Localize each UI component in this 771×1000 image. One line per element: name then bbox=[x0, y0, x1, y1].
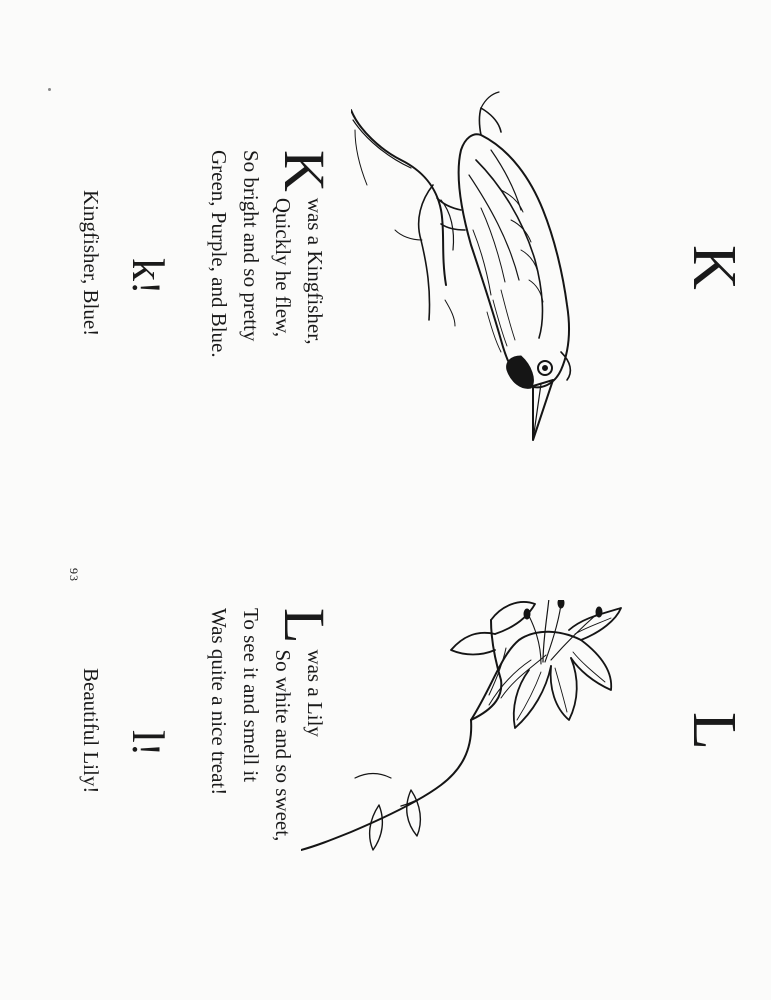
l-verse-line-2: So white and so sweet, bbox=[271, 649, 295, 842]
l-caption: Beautiful Lily! bbox=[79, 668, 103, 794]
k-caption: Kingfisher, Blue! bbox=[79, 190, 103, 337]
small-letter-k-bang: ! bbox=[124, 281, 169, 295]
page-number: 93 bbox=[67, 568, 81, 582]
small-letter-l bbox=[123, 730, 174, 757]
k-verse-line-4: Green, Purple, and Blue. bbox=[207, 150, 231, 358]
k-verse-line-3: So bright and so pretty bbox=[239, 150, 263, 342]
k-dropcap: K bbox=[272, 150, 337, 192]
big-letter-k: K bbox=[680, 245, 748, 290]
small-letter-k bbox=[123, 258, 174, 295]
small-letter-l-glyph: l bbox=[123, 730, 174, 743]
big-letter-l: L bbox=[680, 712, 748, 750]
lily-illustration bbox=[301, 600, 641, 870]
small-letter-l-bang: ! bbox=[124, 742, 169, 757]
kingfisher-illustration bbox=[351, 90, 651, 450]
k-verse bbox=[203, 150, 337, 358]
l-verse-line-4: Was quite a nice treat! bbox=[207, 608, 231, 796]
l-verse-line-3: To see it and smell it bbox=[239, 608, 263, 783]
l-verse bbox=[203, 608, 337, 842]
l-verse-line-1: was a Lily bbox=[303, 649, 327, 737]
k-verse-line-1: was a Kingfisher, bbox=[303, 197, 327, 345]
k-verse-line-2: Quickly he flew, bbox=[271, 197, 295, 338]
l-dropcap: L bbox=[272, 608, 337, 644]
small-letter-k-glyph: k bbox=[123, 258, 174, 281]
